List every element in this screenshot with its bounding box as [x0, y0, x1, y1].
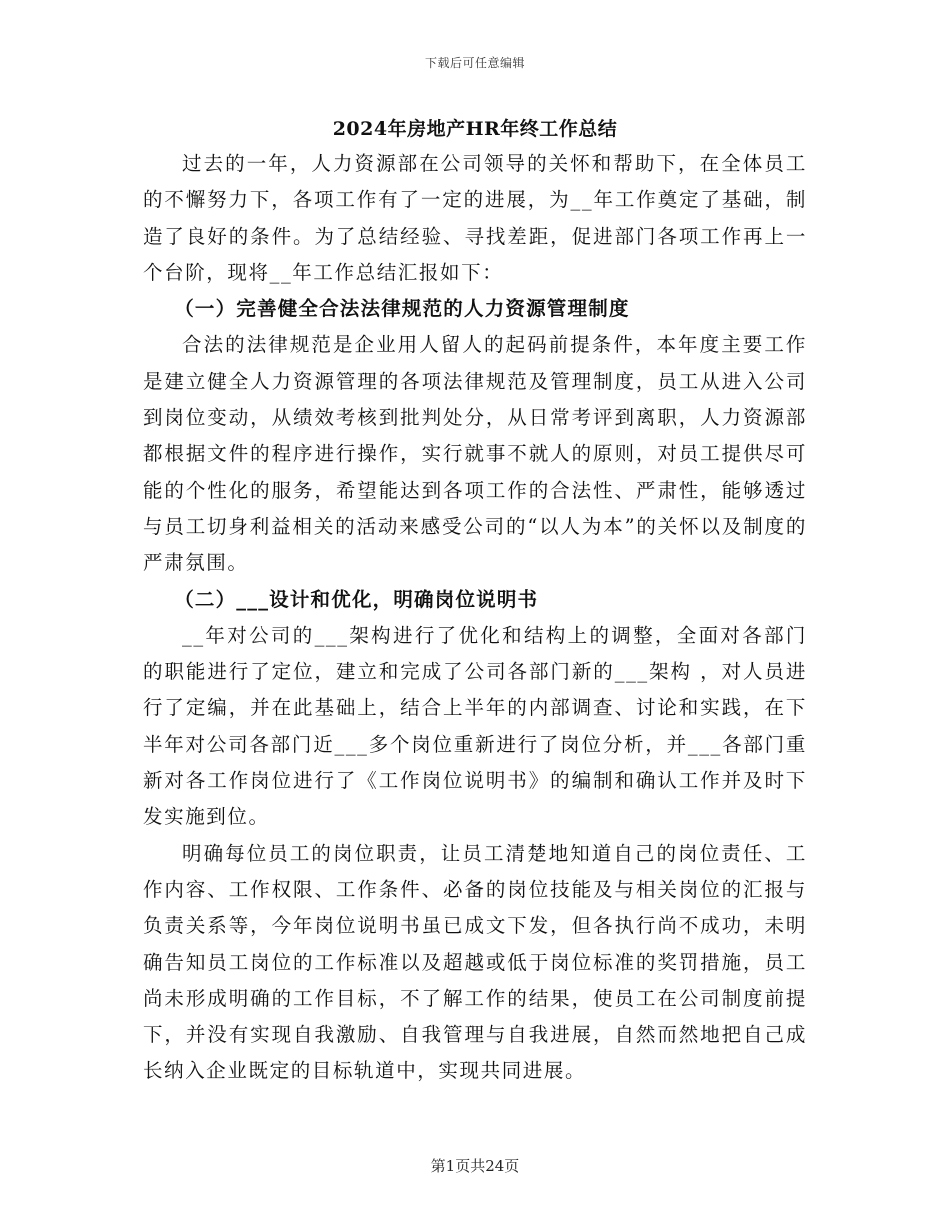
section-2-heading: （二）___设计和优化，明确岗位说明书: [174, 587, 539, 611]
document-body: [143, 112, 807, 1090]
section-2-paragraph-2: 明确每位员工的岗位职责，让员工清楚地知道自己的岗位责任、工作内容、工作权限、工作条件、必备的岗位技能及与相关岗位的汇报与负责关系等，今年岗位说明书虽已成文下发，但各执行尚不成功，未明确告知员工岗位的工作标准以及超越或低于岗位标准的奖罚措施，员工尚未形成明确的工作目标，不了解工作的结果，使员工在公司制度前提下，并没有实现自我激励、自我管理与自我进展，自然而然地把自己成长纳入企业既定的目标轨道中，实现共同进展。: [143, 841, 807, 1083]
section-1-heading: （一）完善健全合法法律规范的人力资源管理制度: [174, 297, 630, 321]
document-title: 2024年房地产HR年终工作总结: [332, 118, 618, 140]
intro-paragraph: 过去的一年，人力资源部在公司领导的关怀和帮助下，在全体员工的不懈努力下，各项工作有了一定的进展，为__年工作奠定了基础，制造了良好的条件。为了总结经验、寻找差距，促进部门各项工作再上一个台阶，现将__年工作总结汇报如下：: [143, 152, 807, 284]
section-2-paragraph-1: __年对公司的___架构进行了优化和结构上的调整，全面对各部门的职能进行了定位，建立和完成了公司各部门新的___架构 ，对人员进行了定编，并在此基础上，结合上半年的内部调查、讨论和实践，在下半年对公司各部门近___多个岗位重新进行了岗位分析，并___各部门重新对各工作岗位进行了《工作岗位说明书》的编制和确认工作并及时下发实施到位。: [143, 623, 807, 829]
page-number: 第1页共24页: [430, 1157, 520, 1175]
header-note: 下载后可任意编辑: [424, 56, 525, 70]
section-1-paragraph: 合法的法律规范是企业用人留人的起码前提条件，本年度主要工作是建立健全人力资源管理的各项法律规范及管理制度，员工从进入公司到岗位变动，从绩效考核到批判处分，从日常考评到离职，人力资源部都根据文件的程序进行操作，实行就事不就人的原则，对员工提供尽可能的个性化的服务，希望能达到各项工作的合法性、严肃性，能够透过与员工切身利益相关的活动来感受公司的“以人为本”的关怀以及制度的严肃氛围。: [143, 333, 807, 575]
